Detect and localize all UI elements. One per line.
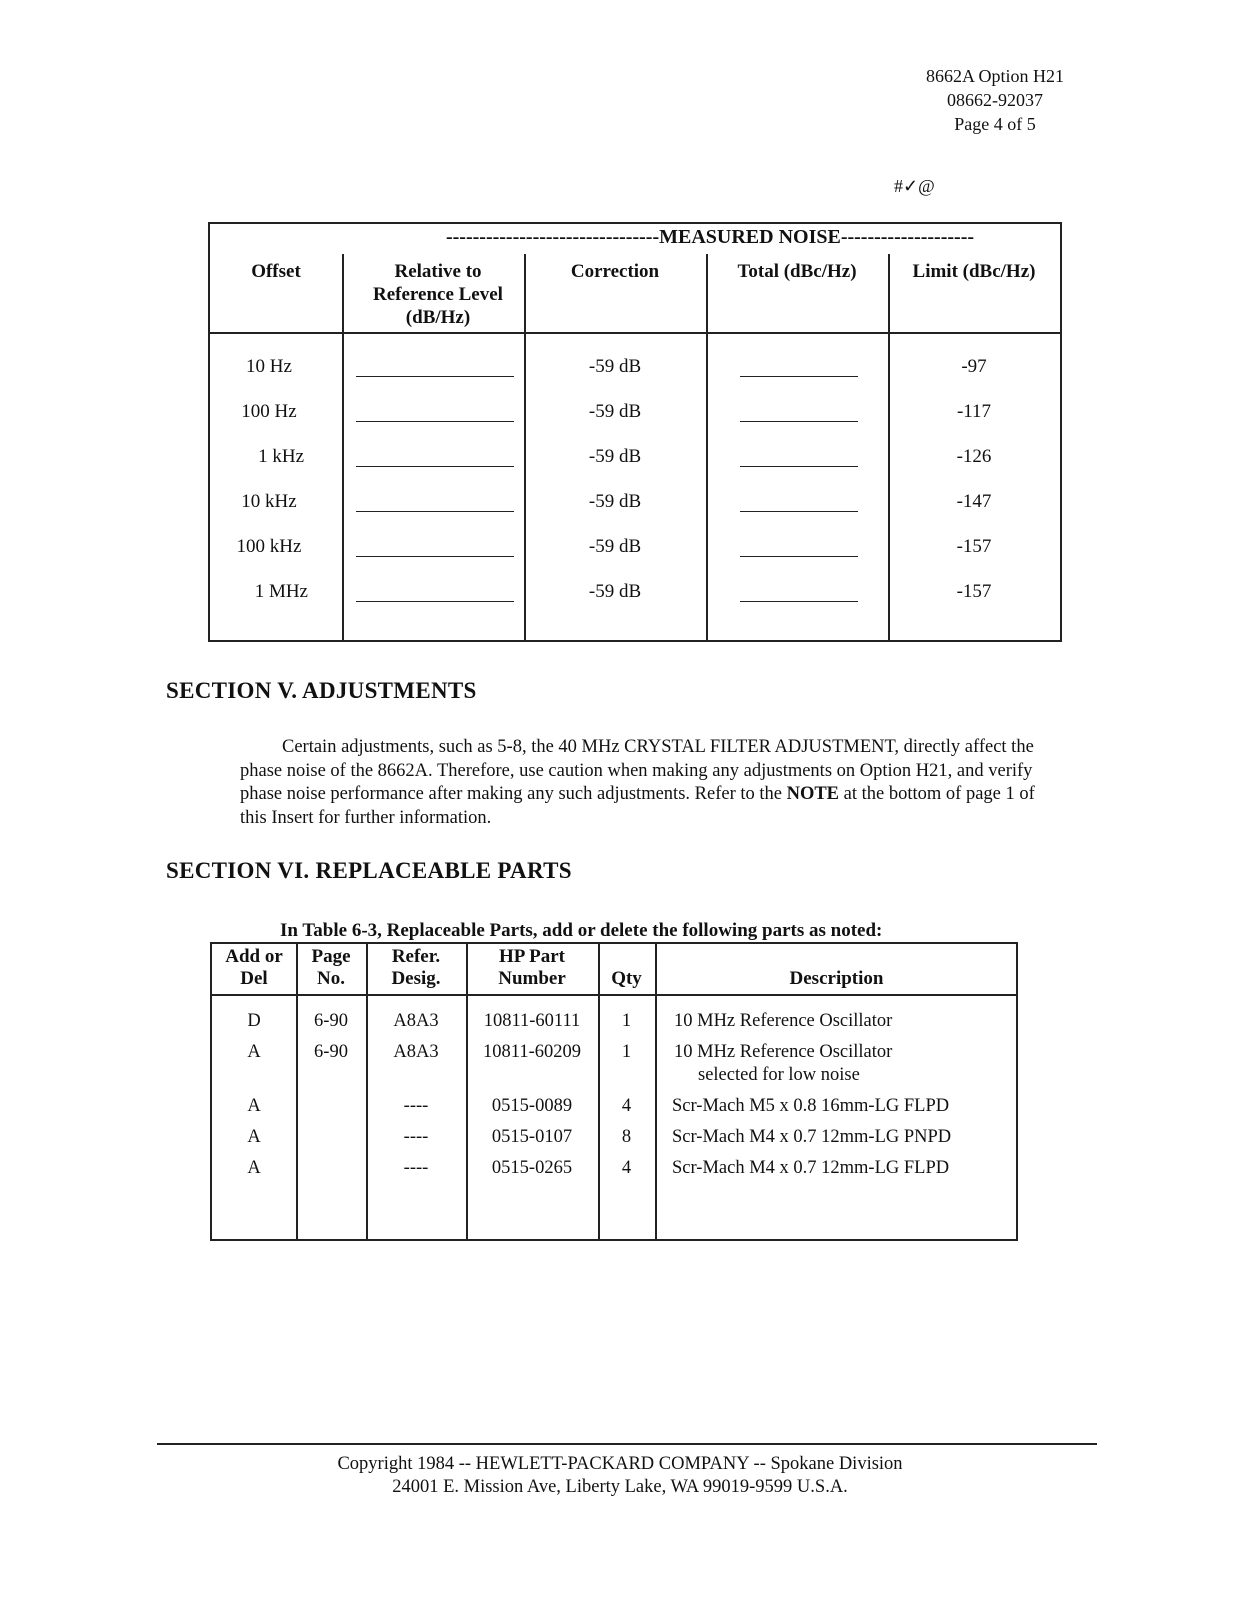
- offset-cell: [210, 442, 328, 472]
- total-entry-blank[interactable]: [740, 556, 858, 557]
- section-title-adjustments: SECTION V. ADJUSTMENTS: [166, 678, 477, 703]
- paragraph-text: Certain adjustments, such as 5-8, the 40 MHz CRYSTAL FILTER ADJUSTMENT, directly affect the phase noise of the 8662A. Therefore, use caution when making any adjustments on Option H21, and verify phase noise performance after making any such adjustments. Refer to the: [240, 737, 1034, 804]
- footer-rule: [157, 1443, 1097, 1445]
- document-header: [900, 64, 1090, 136]
- action-cell: A: [247, 1158, 261, 1178]
- limit-cell: -147: [956, 491, 992, 512]
- qty-cell: 8: [621, 1127, 632, 1147]
- correction-cell: -59 dB: [588, 491, 642, 512]
- col-header-correction: Correction: [570, 261, 660, 282]
- description-cell-continuation: selected for low noise: [698, 1065, 860, 1085]
- offset-cell: 10 Hz: [246, 356, 292, 377]
- table-row: [210, 532, 1060, 578]
- relative-entry-blank[interactable]: [356, 376, 514, 377]
- offset-cell: [210, 577, 328, 607]
- col-header-add-or-del: Add or Del: [225, 946, 283, 989]
- col-header-hp-part: HP Part Number: [498, 946, 566, 989]
- total-entry-blank[interactable]: [740, 466, 858, 467]
- offset-text: 1 MHz: [254, 581, 308, 602]
- col-header-limit: Limit (dBc/Hz): [912, 261, 1036, 282]
- offset-cell: 10 kHz: [241, 491, 297, 512]
- action-cell: D: [247, 1011, 261, 1031]
- action-cell: A: [247, 1127, 261, 1147]
- description-cell: Scr-Mach M5 x 0.8 16mm-LG FLPD: [672, 1096, 950, 1116]
- paragraph-text: at the bottom of page 1 of this Insert for further information.: [240, 784, 1035, 828]
- col-header-offset: Offset: [251, 261, 301, 282]
- limit-cell: -117: [956, 401, 992, 422]
- handwritten-mark: #✓@: [894, 176, 935, 196]
- footer-address: 24001 E. Mission Ave, Liberty Lake, WA 99019-9599 U.S.A.: [392, 1477, 848, 1497]
- offset-cell: 100 kHz: [236, 536, 302, 557]
- doc-number: 08662-92037: [947, 90, 1043, 110]
- ref-cell: A8A3: [393, 1011, 439, 1031]
- section-title-replaceable-parts: SECTION VI. REPLACEABLE PARTS: [166, 858, 572, 883]
- total-entry-blank[interactable]: [740, 421, 858, 422]
- page-cell: 6-90: [314, 1042, 348, 1062]
- total-entry-blank[interactable]: [740, 601, 858, 602]
- measured-noise-banner: --------------------------------MEASURED NOISE--------------------: [445, 226, 975, 248]
- relative-entry-blank[interactable]: [356, 556, 514, 557]
- description-cell: Scr-Mach M4 x 0.7 12mm-LG PNPD: [672, 1127, 952, 1147]
- model-label: 8662A Option H21: [925, 66, 1064, 86]
- part-cell: 10811-60209: [483, 1042, 581, 1062]
- part-cell: 0515-0265: [491, 1158, 573, 1178]
- relative-entry-blank[interactable]: [356, 511, 514, 512]
- qty-cell: 1: [621, 1011, 632, 1031]
- note-keyword: NOTE: [786, 784, 840, 804]
- qty-cell: 4: [621, 1096, 632, 1116]
- table-row: [210, 487, 1060, 533]
- ref-cell: ----: [403, 1158, 429, 1178]
- measured-noise-table: [208, 222, 1062, 642]
- action-cell: A: [247, 1042, 261, 1062]
- action-cell: A: [247, 1096, 261, 1116]
- qty-cell: 4: [621, 1158, 632, 1178]
- correction-cell: -59 dB: [588, 401, 642, 422]
- description-cell: 10 MHz Reference Oscillator: [674, 1042, 893, 1062]
- limit-cell: -157: [956, 581, 992, 602]
- col-header-description: Description: [789, 968, 884, 989]
- col-header-refer-desig: Refer. Desig.: [391, 946, 441, 989]
- col-header-total: Total (dBc/Hz): [737, 261, 857, 282]
- part-cell: 0515-0089: [491, 1096, 573, 1116]
- total-entry-blank[interactable]: [740, 376, 858, 377]
- description-cell: Scr-Mach M4 x 0.7 12mm-LG FLPD: [672, 1158, 950, 1178]
- table-row: [210, 442, 1060, 488]
- table-row: [210, 352, 1060, 398]
- header-divider: [210, 332, 1060, 334]
- offset-cell: 100 Hz: [241, 401, 297, 422]
- part-cell: 0515-0107: [491, 1127, 573, 1147]
- correction-cell: -59 dB: [588, 356, 642, 377]
- relative-entry-blank[interactable]: [356, 601, 514, 602]
- table-row: [210, 577, 1060, 623]
- description-cell: 10 MHz Reference Oscillator: [674, 1011, 893, 1031]
- correction-cell: -59 dB: [588, 536, 642, 557]
- col-header-relative: Relative to Reference Level (dB/Hz): [373, 261, 503, 328]
- ref-cell: A8A3: [393, 1042, 439, 1062]
- header-divider: [212, 994, 1016, 996]
- relative-entry-blank[interactable]: [356, 466, 514, 467]
- total-entry-blank[interactable]: [740, 511, 858, 512]
- limit-cell: -157: [956, 536, 992, 557]
- page-cell: 6-90: [314, 1011, 348, 1031]
- page-indicator: Page 4 of 5: [954, 114, 1036, 134]
- table-row: [210, 397, 1060, 443]
- correction-cell: -59 dB: [588, 581, 642, 602]
- part-cell: 10811-60111: [483, 1011, 581, 1031]
- limit-cell: -97: [961, 356, 987, 377]
- limit-cell: -126: [956, 446, 992, 467]
- qty-cell: 1: [621, 1042, 632, 1062]
- ref-cell: ----: [403, 1096, 429, 1116]
- replaceable-parts-table: [210, 942, 1018, 1241]
- adjustments-paragraph: [240, 736, 1040, 830]
- offset-text: 1 kHz: [258, 446, 304, 467]
- col-header-page-no: Page No.: [311, 946, 351, 989]
- correction-cell: -59 dB: [588, 446, 642, 467]
- ref-cell: ----: [403, 1127, 429, 1147]
- parts-table-caption: In Table 6-3, Replaceable Parts, add or delete the following parts as noted:: [280, 920, 883, 941]
- col-header-qty: Qty: [611, 968, 642, 989]
- footer-copyright: Copyright 1984 -- HEWLETT-PACKARD COMPANY -- Spokane Division: [337, 1454, 903, 1474]
- relative-entry-blank[interactable]: [356, 421, 514, 422]
